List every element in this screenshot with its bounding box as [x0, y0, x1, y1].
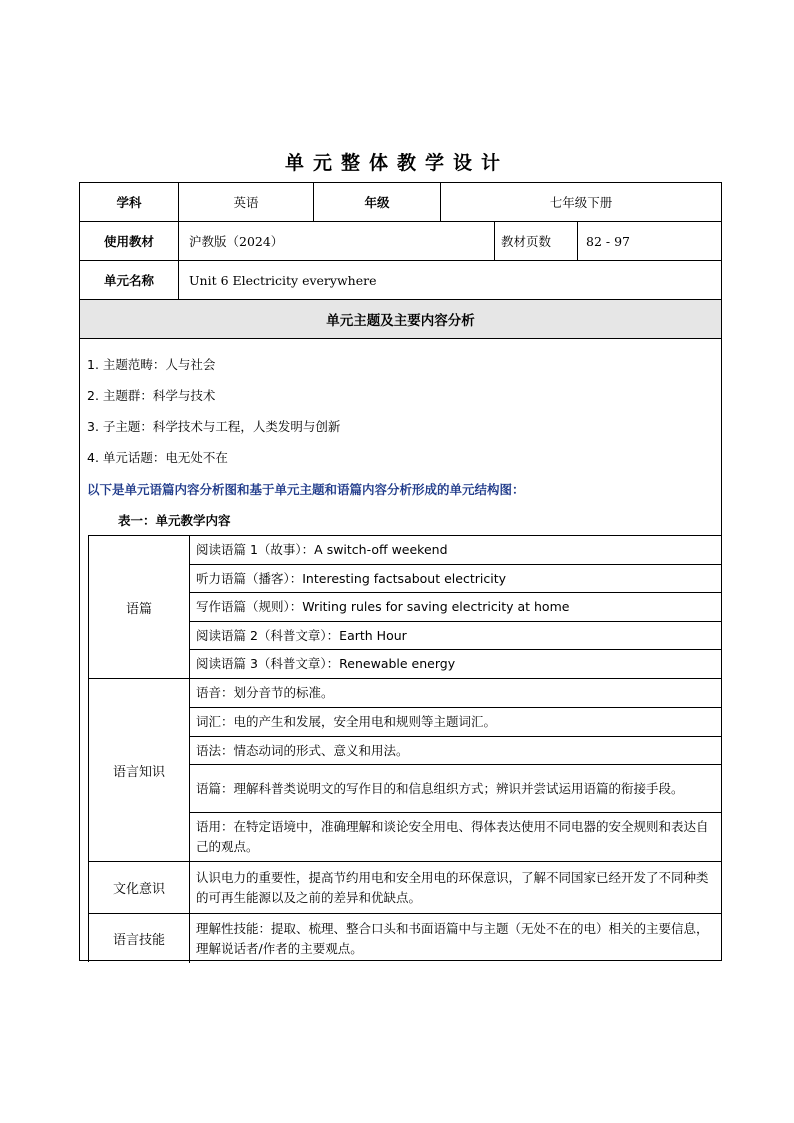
culture-item: 认识电力的重要性，提高节约用电和安全用电的环保意识，了解不同国家已经开发了不同种类的可再生能源以及之前的差异和优缺点。 [190, 862, 722, 914]
subject-row [80, 183, 721, 222]
subject-label: 学科 [116, 195, 142, 210]
knowledge-item: 语用：在特定语境中，准确理解和谈论安全用电、得体表达使用不同电器的安全规则和表达自己的观点。 [190, 813, 722, 862]
skills-label: 语言技能 [89, 914, 190, 963]
text-item: 阅读语篇 1（故事）：A switch-off weekend [190, 536, 722, 565]
theme-point-3: 3. 子主题：科学技术与工程，人类发明与创新 [87, 419, 341, 434]
unit-row [80, 261, 721, 300]
textbook-row [80, 222, 721, 261]
textbook-label: 使用教材 [103, 234, 154, 249]
culture-label: 文化意识 [89, 862, 190, 914]
design-table [79, 182, 722, 961]
knowledge-item: 语音：划分音节的标准。 [190, 679, 722, 708]
theme-point-2: 2. 主题群：科学与技术 [87, 388, 216, 403]
table-caption: 表一：单元教学内容 [118, 513, 231, 528]
text-item: 阅读语篇 3（科普文章）：Renewable energy [190, 650, 722, 679]
analysis-heading: 单元主题及主要内容分析 [326, 313, 475, 329]
skills-item: 理解性技能：提取、梳理、整合口头和书面语篇中与主题（无处不在的电）相关的主要信息，理解说话者/作者的主要观点。 [196, 920, 709, 956]
grade-value: 七年级下册 [440, 183, 721, 221]
knowledge-item: 词汇：电的产生和发展，安全用电和规则等主题词汇。 [190, 708, 722, 737]
page-title: 单元整体教学设计 [284, 152, 509, 174]
knowledge-item: 语篇：理解科普类说明文的写作目的和信息组织方式；辨识并尝试运用语篇的衔接手段。 [190, 765, 722, 813]
pages-label: 教材页数 [494, 222, 577, 260]
knowledge-item: 语法：情态动词的形式、意义和用法。 [190, 737, 722, 765]
analysis-heading-row [80, 300, 721, 339]
theme-point-4: 4. 单元话题：电无处不在 [87, 450, 228, 465]
content-table [88, 535, 721, 962]
pages-value: 82 - 97 [577, 222, 721, 260]
text-item: 写作语篇（规则）：Writing rules for saving electricity at home [190, 593, 722, 622]
unit-value: Unit 6 Electricity everywhere [178, 261, 721, 299]
texts-label: 语篇 [89, 536, 190, 679]
knowledge-label: 语言知识 [89, 679, 190, 862]
text-item: 听力语篇（播客）：Interesting factsabout electricity [190, 565, 722, 593]
textbook-value: 沪教版（2024） [178, 222, 494, 260]
subject-value: 英语 [178, 183, 313, 221]
theme-point-1: 1. 主题范畴：人与社会 [87, 357, 216, 372]
unit-label: 单元名称 [103, 273, 154, 288]
grade-label: 年级 [313, 183, 440, 221]
text-item: 阅读语篇 2（科普文章）：Earth Hour [190, 622, 722, 650]
analysis-intro: 以下是单元语篇内容分析图和基于单元主题和语篇内容分析形成的单元结构图： [87, 482, 525, 497]
